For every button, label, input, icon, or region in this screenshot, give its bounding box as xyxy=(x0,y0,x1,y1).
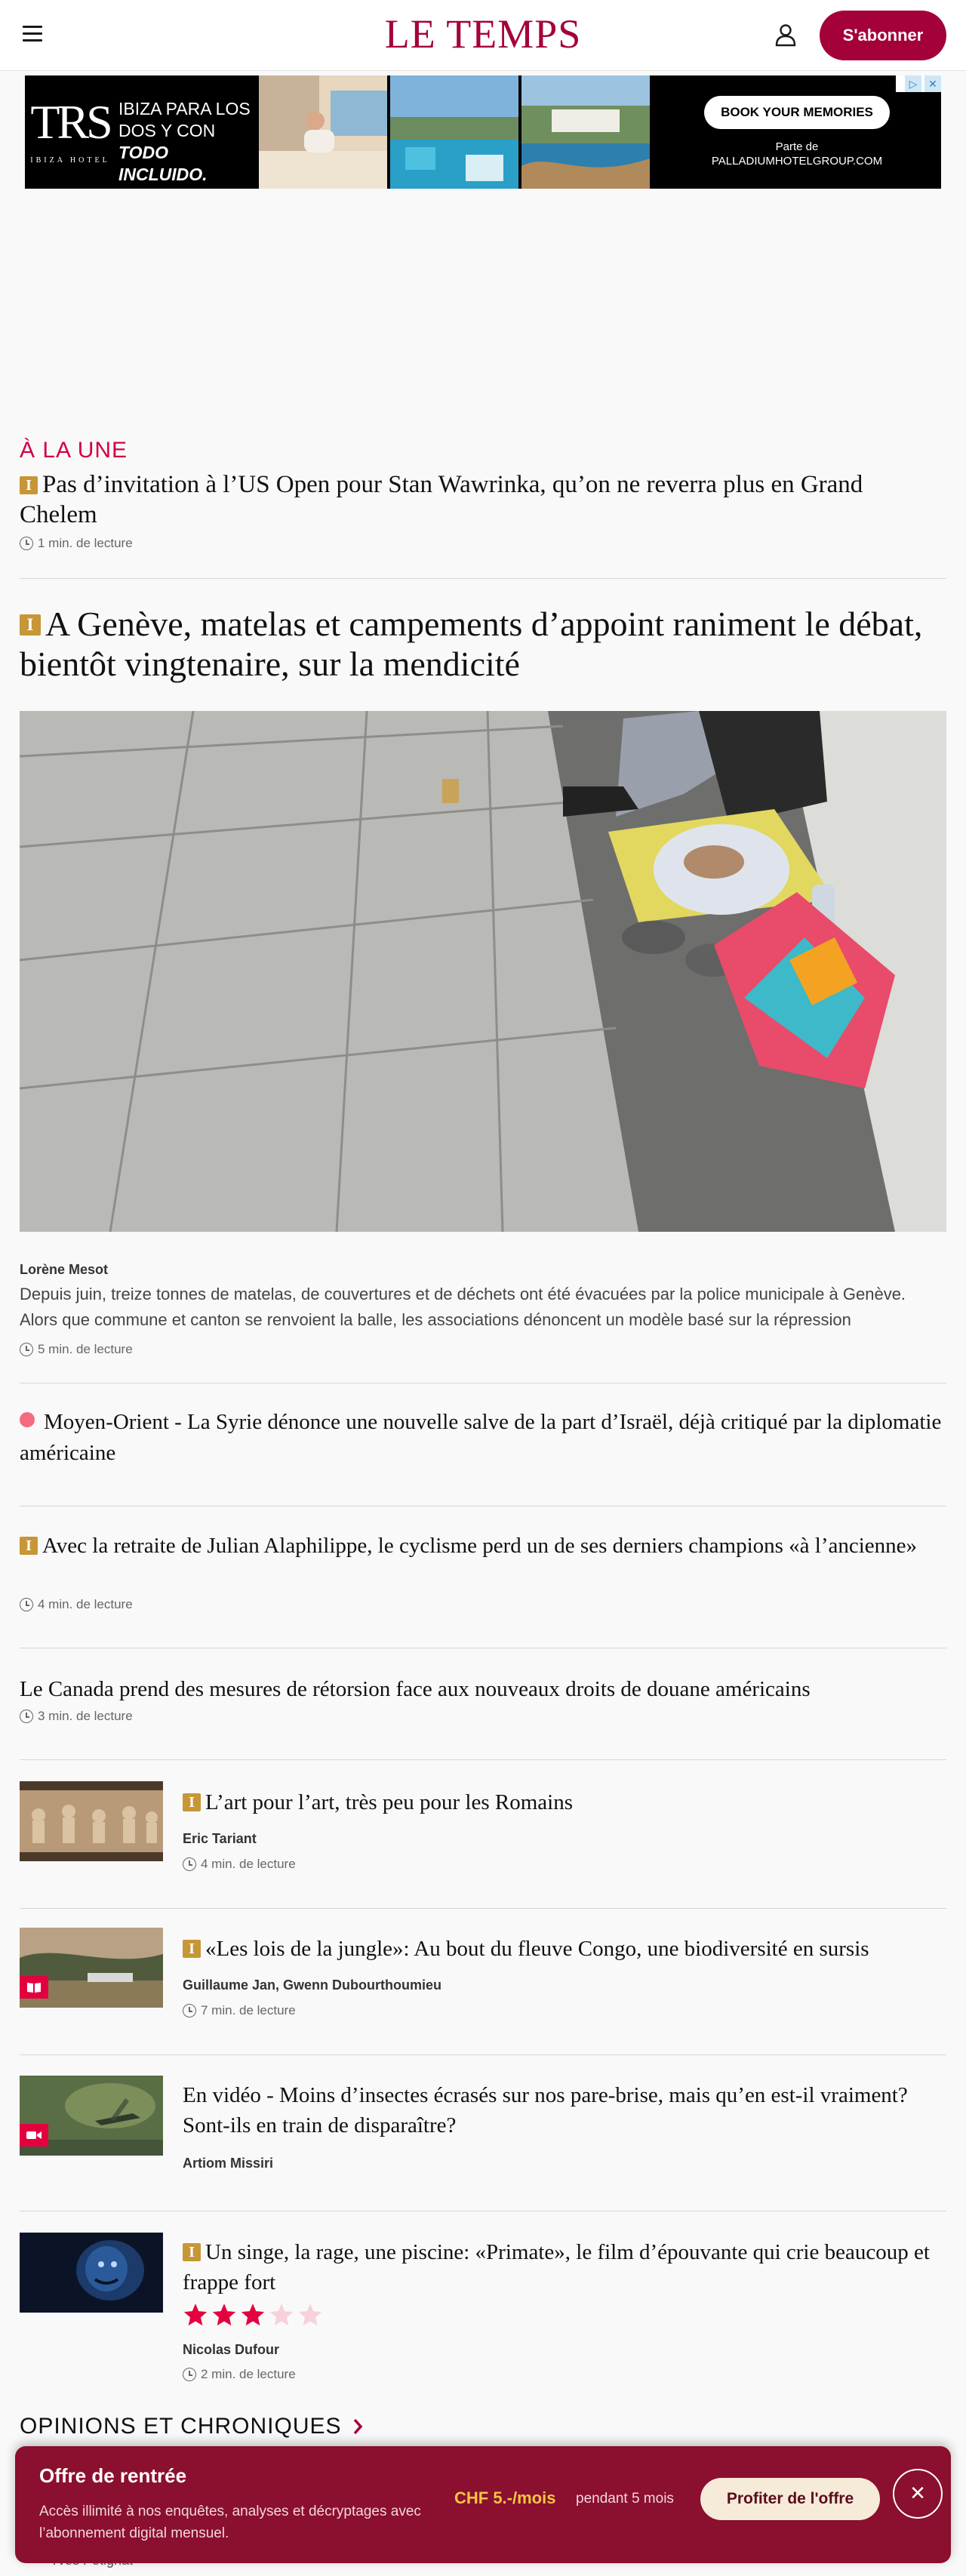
ad-close-icon[interactable]: ✕ xyxy=(924,75,941,92)
star-filled-icon xyxy=(211,2302,237,2328)
article-thumbnail[interactable] xyxy=(20,1781,163,1861)
star-filled-icon xyxy=(183,2302,208,2328)
article-author[interactable]: Eric Tariant xyxy=(183,1831,257,1846)
article-thumbnail[interactable] xyxy=(20,2233,163,2313)
article-headline[interactable]: I Avec la retraite de Julian Alaphilippe, le cyclisme perd un de ses derniers champions «à l’ancienne» xyxy=(20,1531,946,1561)
premium-icon: I xyxy=(20,476,38,494)
ad-brand-logo: TRS IBIZA HOTEL xyxy=(30,95,110,165)
premium-icon: I xyxy=(183,1793,201,1811)
article-author[interactable]: Guillaume Jan, Gwenn Dubourthoumieu xyxy=(183,1977,442,1993)
promo-banner xyxy=(15,2446,951,2563)
divider xyxy=(20,1759,946,1760)
read-time: 4 min. de lecture xyxy=(20,1597,133,1612)
article-author[interactable]: Artiom Missiri xyxy=(183,2156,274,2171)
lead-article-image[interactable] xyxy=(20,711,946,1232)
lead-article-headline[interactable]: I A Genève, matelas et campements d’appoint raniment le débat, bientôt vingtenaire, sur la mendicité xyxy=(20,605,923,683)
article-headline[interactable]: I Pas d’invitation à l’US Open pour Stan Wawrinka, qu’on ne reverra plus en Grand Chelem xyxy=(20,471,863,528)
divider xyxy=(20,1506,946,1507)
article-author[interactable]: Lorène Mesot xyxy=(20,1262,109,1277)
ad-book-button[interactable]: BOOK YOUR MEMORIES xyxy=(704,96,890,129)
ad-image-coast xyxy=(521,75,650,189)
promo-offer-button[interactable]: Profiter de l'offre xyxy=(700,2478,880,2520)
star-empty-icon xyxy=(269,2302,294,2328)
chevron-right-icon xyxy=(352,2418,363,2435)
clock-icon xyxy=(20,1710,33,1723)
article-author[interactable]: Nicolas Dufour xyxy=(183,2342,280,2357)
ad-image-pool xyxy=(390,75,518,189)
ad-text: IBIZA PARA LOS DOS Y CON TODO INCLUIDO. xyxy=(118,99,251,184)
video-camera-icon xyxy=(26,2129,42,2141)
star-empty-icon xyxy=(297,2302,323,2328)
section-title: À LA UNE xyxy=(20,438,128,463)
read-time: 2 min. de lecture xyxy=(183,2367,296,2382)
clock-icon xyxy=(20,1343,33,1356)
opinions-section-title[interactable]: OPINIONS ET CHRONIQUES xyxy=(20,2414,363,2439)
ad-image-couple xyxy=(259,75,387,189)
clock-icon xyxy=(20,1598,33,1611)
clock-icon xyxy=(183,2004,196,2017)
clock-icon xyxy=(20,537,33,550)
article-headline[interactable]: I L’art pour l’art, très peu pour les Romains xyxy=(183,1787,946,1817)
read-time: 1 min. de lecture xyxy=(20,536,133,551)
promo-title: Offre de rentrée xyxy=(39,2464,187,2487)
subscribe-button[interactable]: S'abonner xyxy=(820,11,946,60)
read-time: 7 min. de lecture xyxy=(183,2003,296,2018)
divider xyxy=(20,578,946,579)
promo-text: Accès illimité à nos enquêtes, analyses et décryptages avec l’abonnement digital mensuel. xyxy=(39,2504,421,2541)
book-icon xyxy=(26,1981,42,1993)
article-headline[interactable]: Le Canada prend des mesures de rétorsion face aux nouveaux droits de douane américains xyxy=(20,1677,811,1701)
article-thumbnail[interactable] xyxy=(20,1928,163,2008)
clock-icon xyxy=(183,2368,196,2381)
article-headline[interactable]: Moyen-Orient - La Syrie dénonce une nouvelle salve de la part d’Israël, déjà critiqué par la diplomatie américaine xyxy=(20,1410,942,1465)
divider xyxy=(20,2054,946,2055)
promo-price: CHF 5.-/mois xyxy=(454,2488,556,2507)
video-badge xyxy=(20,2124,48,2147)
premium-icon: I xyxy=(183,1940,201,1958)
read-time: 5 min. de lecture xyxy=(20,1342,133,1357)
article-headline[interactable]: En vidéo - Moins d’insectes écrasés sur nos pare-brise, mais qu’en est-il vraiment? Sont-ils en train de disparaître? xyxy=(183,2083,908,2137)
ad-choices xyxy=(896,75,941,92)
star-filled-icon xyxy=(240,2302,266,2328)
promo-period: pendant 5 mois xyxy=(576,2491,674,2507)
site-logo-link[interactable]: LE TEMPS xyxy=(384,11,582,57)
rating-stars xyxy=(183,2302,326,2328)
ad-info-icon[interactable]: ▷ xyxy=(905,75,921,92)
premium-icon: I xyxy=(183,2243,201,2261)
read-time: 4 min. de lecture xyxy=(183,1857,296,1872)
ad-cta xyxy=(653,75,941,189)
article-thumbnail[interactable] xyxy=(20,2076,163,2156)
premium-icon: I xyxy=(20,614,41,636)
menu-icon[interactable] xyxy=(23,26,42,42)
article-headline[interactable]: I Un singe, la rage, une piscine: «Primate», le film d’épouvante qui crie beaucoup et frappe fort xyxy=(183,2240,930,2294)
live-dot-icon xyxy=(20,1412,35,1427)
premium-icon: I xyxy=(20,1537,38,1555)
longread-badge xyxy=(20,1976,48,1999)
article-lead: Depuis juin, treize tonnes de matelas, de couvertures et de déchets ont été évacuées par la police municipale à Genève. Alors que commune et canton se renvoient la balle, les associations dénoncent un modèle basé sur la répression xyxy=(20,1285,906,1329)
site-header xyxy=(0,0,966,71)
read-time: 3 min. de lecture xyxy=(20,1709,133,1724)
divider xyxy=(20,1908,946,1909)
ad-partner: Parte de PALLADIUMHOTELGROUP.COM xyxy=(711,140,883,168)
clock-icon xyxy=(183,1857,196,1871)
close-icon[interactable]: ✕ xyxy=(893,2469,943,2519)
article-headline[interactable]: I «Les lois de la jungle»: Au bout du fleuve Congo, une biodiversité en sursis xyxy=(183,1934,946,1964)
ad-banner[interactable] xyxy=(25,75,941,189)
user-icon[interactable] xyxy=(774,23,797,47)
